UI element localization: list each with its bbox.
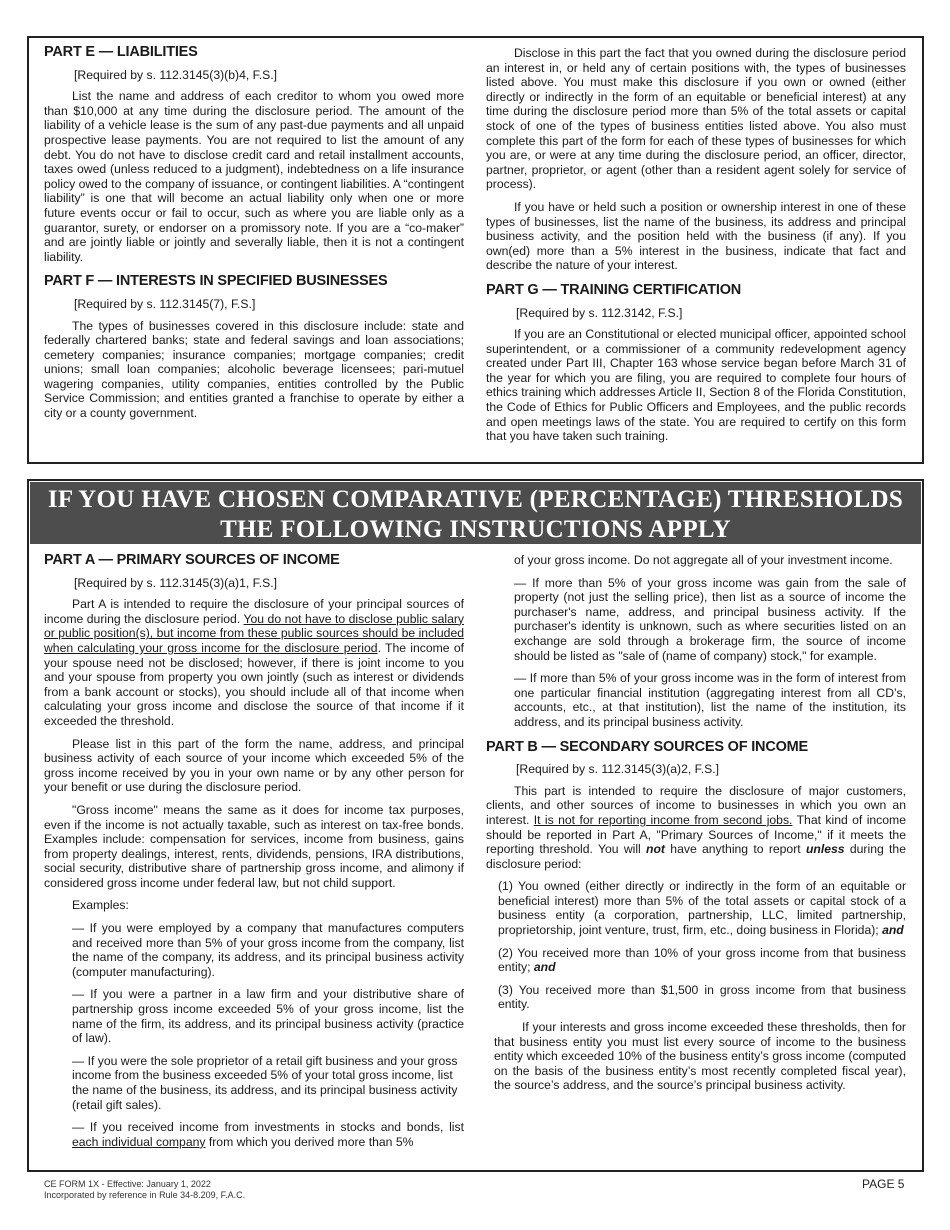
criterion-2-text: (2) You received more than 10% of your gross income from that business entity; <box>498 945 906 975</box>
second-jobs-note: It is not for reporting income from second jobs. <box>533 812 793 827</box>
part-b-intro-paragraph <box>486 784 906 872</box>
unless-emphasis: unless <box>805 842 845 857</box>
example-property-sale: — If more than 5% of your gross income was gain from the sale of property (not just the selling price), then list as a source of income the purchaser's name, address, and principal business activity. If the purchaser's identity is unknown, such as where securities listed on an exchange are sold through a brokerage firm, the source of income should be listed as "sale of (name of company) stock," for example. <box>514 575 906 663</box>
criterion-2 <box>498 946 906 975</box>
part-f-requirement: [Required by s. 112.3145(7), F.S.] <box>74 296 256 311</box>
banner-line-1: IF YOU HAVE CHOSEN COMPARATIVE (PERCENTAGE) THRESHOLDS <box>47 486 904 513</box>
part-b-threshold-paragraph: If your interests and gross income exceeded these thresholds, then for that business entity you must list every source of income to the business entity which exceeded 10% of the business entity’s gross income (computed on the basis of the business entity’s most recently completed fiscal year), the source’s address, and the source’s principal business activity. <box>494 1020 906 1093</box>
top-left-column <box>44 45 464 429</box>
page-number: PAGE 5 <box>862 1177 905 1191</box>
part-g-paragraph: If you are an Constitutional or elected municipal officer, appointed school superintendent, or a commissioner of a community redevelopment agency created under Part III, Chapter 163 whose service began before March 31 of the year for which you are filing, you are required to complete four hours of ethics training which addresses Article II, Section 8 of the Florida Constitution, the Code of Ethics for Public Officers and Employees, and the public records and open meetings laws of the state. You are required to certify on this form that you have taken such training. <box>486 327 906 444</box>
part-f-title: PART F — INTERESTS IN SPECIFIED BUSINESSES <box>44 273 388 290</box>
footer-form-number: CE FORM 1X - Effective: January 1, 2022 <box>44 1179 211 1189</box>
part-f-paragraph: The types of businesses covered in this disclosure include: state and federally chartered banks; state and federal savings and loan associations; cemetery companies; insurance companies; mortgage companies; credit unions; small loan companies; alcoholic beverage licensees; pari-mutuel wagering companies, utility companies, entities controlled by the Public Service Commission; and entities granted a franchise to operate by either a city or a county government. <box>44 318 464 421</box>
part-b-title: PART B — SECONDARY SOURCES OF INCOME <box>486 738 809 755</box>
footer-form-info <box>44 1179 245 1201</box>
example-employment: — If you were employed by a company that manufactures computers and received more than 5% of your gross income from the company, list the name of the company, its address, and its principal business activity (computer manufacturing). <box>72 921 464 979</box>
part-a-title: PART A — PRIMARY SOURCES OF INCOME <box>44 552 340 568</box>
part-g-title: PART G — TRAINING CERTIFICATION <box>486 281 742 298</box>
example-retail-gift: — If you were the sole proprietor of a retail gift business and your gross income from the business exceeded 5% of your total gross income, list the name of the business, its address, and its principal business activity (retail gift sales). <box>72 1053 458 1112</box>
part-b-intro-text: This part is intended to require the disclosure of major customers, clients, and other sources of income to businesses in which you own an interest. <box>486 783 906 827</box>
bottom-left-column <box>44 553 464 1157</box>
examples-label: Examples: <box>72 898 129 913</box>
criterion-3: (3) You received more than $1,500 in gross income from that business entity. <box>498 982 906 1012</box>
part-f-position-paragraph: If you have or held such a position or ownership interest in one of these types of businesses, list the name of the business, its address and principal business activity, and the position held with the business (if any). If you own(ed) more than a 5% interest in the business, indicate that fact and describe the nature of your interest. <box>486 199 906 273</box>
footer-rule-reference: Incorporated by reference in Rule 34-8.209, F.A.C. <box>44 1190 246 1200</box>
part-e-title: PART E — LIABILITIES <box>44 44 198 60</box>
part-b-anything-text: have anything to report <box>665 842 806 857</box>
part-b-requirement: [Required by s. 112.3145(3)(a)2, F.S.] <box>516 762 720 777</box>
part-a-intro-text: Part A is intended to require the disclosure of your principal sources of income during the disclosure period. <box>44 597 464 626</box>
part-b-reporting-text: That kind of income should be reported in Part A, "Primary Sources of Income," if it meets the reporting threshold. You will <box>486 812 906 857</box>
part-a-spouse-text: . The income of your spouse need not be disclosed; however, if there is joint income to you and your spouse from property you own jointly (such as interest or dividends from a bank account or stocks), you should include all of that income when calculating your gross income and disclose the source of that income if it exceeded the threshold. <box>44 640 464 728</box>
part-g-requirement: [Required by s. 112.3142, F.S.] <box>516 305 683 320</box>
part-a-public-salary-note: You do not have to disclose public salary or public position(s), but income from these public sources should be included when calculating your gross income for the disclosure period <box>44 611 464 655</box>
example-law-firm: — If you were a partner in a law firm and your distributive share of partnership gross income exceeded 5% of your gross income, list the name of the firm, its address, and its principal business activity (practice of law). <box>72 987 464 1046</box>
criterion-2-and: and <box>533 960 556 975</box>
thresholds-banner <box>30 482 921 544</box>
criterion-1-and: and <box>882 923 904 938</box>
part-a-list-paragraph: Please list in this part of the form the name, address, and principal business activity of each source of your income which exceeded 5% of the gross income received by you in your own name or by any other person for your benefit or use during the disclosure period. <box>44 736 464 795</box>
part-a-requirement: [Required by s. 112.3145(3)(a)1, F.S.] <box>74 575 278 590</box>
example-investments-tail: from which you derived more than 5% <box>205 1134 414 1149</box>
part-a-intro-paragraph <box>44 597 464 728</box>
part-e-paragraph: List the name and address of each creditor to whom you owed more than $10,000 at any time during the disclosure period. The amount of the liability of a vehicle lease is the sum of any past-due payments and all unpaid prospective lease payments. You are not required to list the amount of any debt. You do not have to disclose credit card and retail installment accounts, taxes owed (unless reduced to a judgment), indebtedness on a life insurance policy owed to the company of issuance, or contingent liabilities. A “contingent liability” is one that will become an actual liability only when one or more future events occur or fail to occur, such as where you are liable only as a guarantor, surety, or endorser on a promissory note. If you are a “co-maker” and are jointly liable or jointly and severally liable, then it is not a contingent liability. <box>44 89 464 264</box>
banner-line-2: THE FOLLOWING INSTRUCTIONS APPLY <box>220 516 731 543</box>
criterion-1-text: (1) You owned (either directly or indirectly in the form of an equitable or beneficial interest) more than 5% of the total assets or capital stock of a business entity (a corporation, partnership, LLC, limited partnership, proprietorship, joint venture, trust, firm, etc., doing business in Florida); <box>498 879 906 938</box>
part-b-period-text: during the disclosure period: <box>486 842 906 871</box>
not-emphasis: not <box>646 842 665 857</box>
example-investments <box>72 1120 464 1149</box>
bottom-right-column <box>486 553 906 1101</box>
example-investments-text: — If you received income from investments in stocks and bonds, list <box>72 1120 464 1135</box>
each-individual-company: each individual company <box>72 1134 206 1149</box>
gross-income-paragraph: "Gross income" means the same as it does for income tax purposes, even if the income is not actually taxable, such as interest on tax-free bonds. Examples include: compensation for services, income from business, gains from property dealings, interest, rents, dividends, pensions, IRA distributions, social security, distributive share of partnership gross income, and alimony if considered gross income under federal law, but not child support. <box>44 802 464 890</box>
part-e-requirement: [Required by s. 112.3145(3)(b)4, F.S.] <box>74 67 278 82</box>
top-right-column <box>486 46 906 452</box>
example-investments-continued: of your gross income. Do not aggregate all of your investment income. <box>514 553 893 567</box>
example-interest-institution: — If more than 5% of your gross income was in the form of interest from one particular financial institution (aggregating interest from all CD’s, accounts, etc., at that institution), list the name of the institution, its address, and its principal business activity. <box>514 671 906 729</box>
criterion-1 <box>498 879 906 937</box>
part-f-disclosure-paragraph: Disclose in this part the fact that you owned during the disclosure period an interest in, or held any of certain positions with, the types of businesses listed above. You must make this disclosure if you own or owned (either directly or indirectly in the form of an equitable or beneficial interest) at any time during the disclosure period more than 5% of the total assets or capital stock of one of the types of business entities listed above. You also must complete this part of the form for each of these types of businesses for which you are, or were at any time during the disclosure period, an officer, director, partner, proprietor, or agent (other than a resident agent solely for service of process). <box>486 46 906 192</box>
